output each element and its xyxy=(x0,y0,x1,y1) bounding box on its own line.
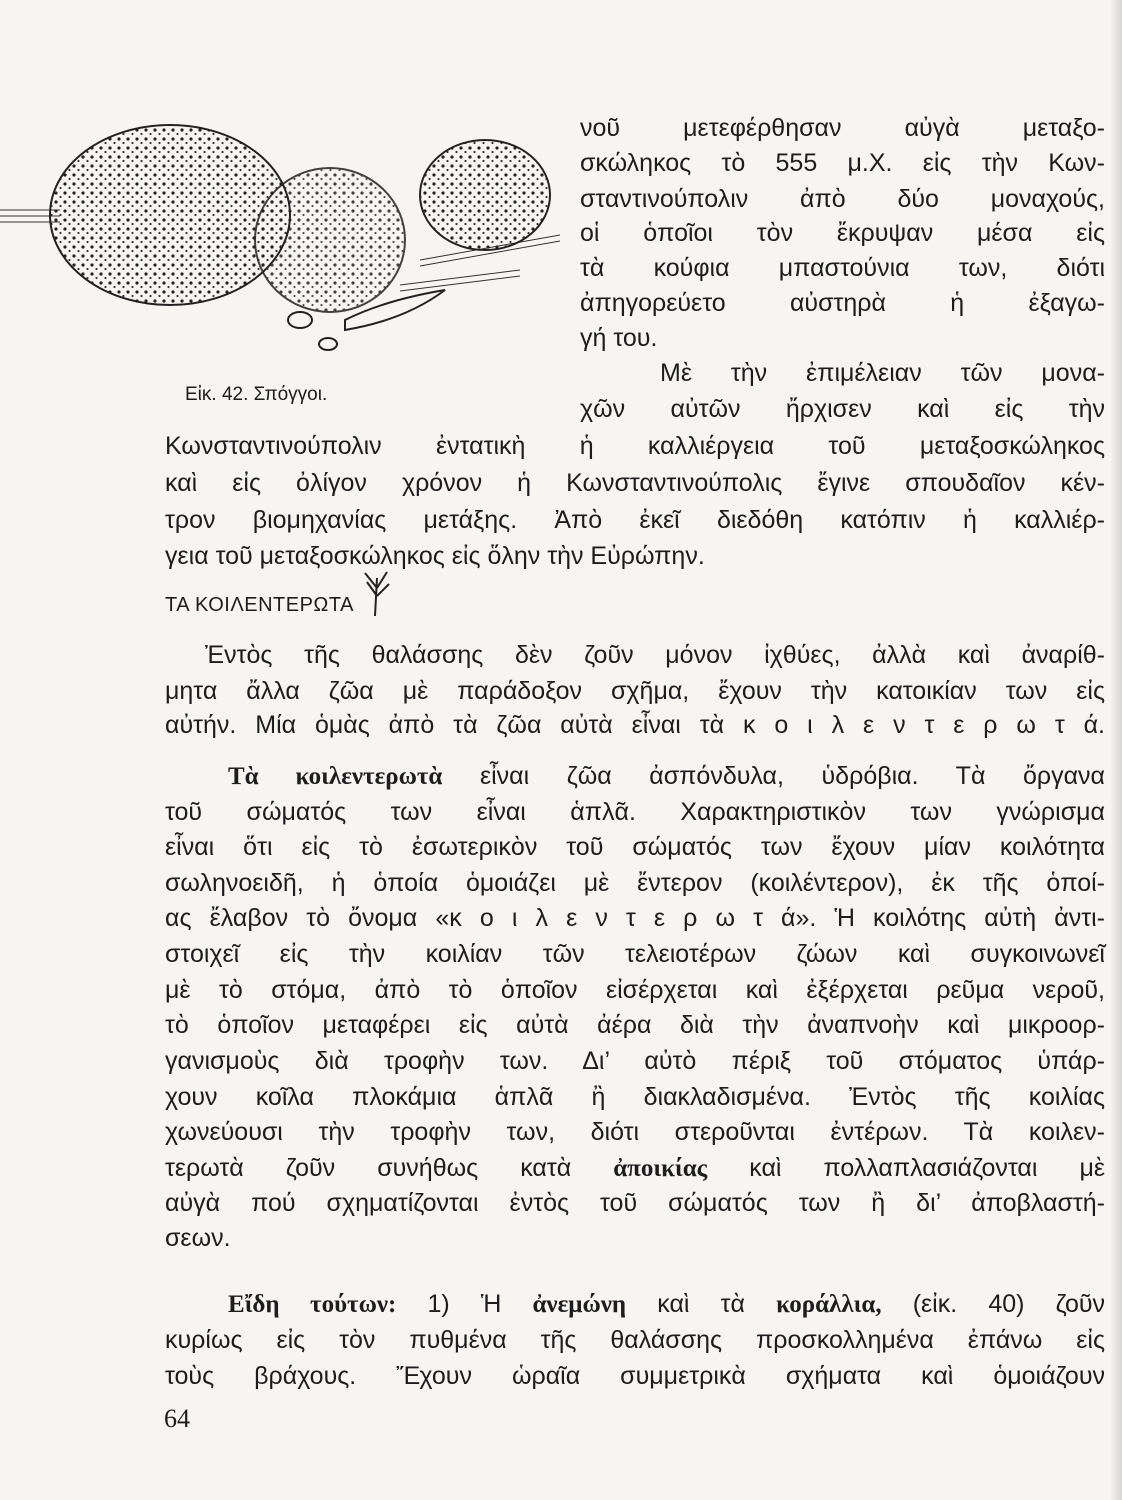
text-line xyxy=(165,1117,1105,1147)
text-line xyxy=(228,761,1105,792)
text-line xyxy=(228,1289,1105,1320)
text-segment: σεων. xyxy=(165,1224,231,1252)
sponges-illustration-icon xyxy=(0,110,600,370)
bold-term: ἀνεμώνη xyxy=(532,1291,627,1318)
text-line xyxy=(165,939,1105,969)
text-segment: (εἰκ. 40) ζοῦν xyxy=(881,1290,1106,1318)
text-segment: νοῦ μετεφέρθησαν αὐγὰ μεταξο- xyxy=(580,114,1105,142)
text-line xyxy=(580,218,1105,248)
text-line xyxy=(165,903,1105,933)
text-segment: γανισμοὺς διὰ τροφὴν των. Δι’ αὐτὸ πέριξ τοῦ στόματος ὑπάρ- xyxy=(165,1047,1105,1075)
text-line xyxy=(165,505,1105,535)
text-line xyxy=(580,148,1105,178)
text-segment: χωνεύουσι τὴν τροφὴν των, διότι στεροῦνται ἐντέρων. Τὰ κοιλεν- xyxy=(165,1118,1105,1146)
text-segment: μὲ τὸ στόμα, ἀπὸ τὸ ὁποῖον εἰσέρχεται καὶ ἐξέρχεται ρεῦμα νεροῦ, xyxy=(165,976,1105,1004)
text-segment: 1) Ἡ xyxy=(396,1290,533,1318)
text-segment: Μὲ τὴν ἐπιμέλειαν τῶν μονα- xyxy=(660,359,1105,387)
text-line xyxy=(165,710,1105,740)
text-segment: καὶ τὰ xyxy=(626,1290,777,1318)
text-line xyxy=(580,184,1105,214)
text-segment: στοιχεῖ εἰς τὴν κοιλίαν τῶν τελειοτέρων ζώων καὶ συγκοινωνεῖ xyxy=(165,940,1105,968)
text-segment: σκώληκος τὸ 555 μ.Χ. εἰς τὴν Κων- xyxy=(580,149,1105,177)
page-number: 64 xyxy=(164,1404,190,1433)
text-line xyxy=(580,288,1105,318)
text-segment: ας ἔλαβον τὸ ὄνομα «κ ο ι λ ε ν τ ε ρ ω τ ά». Ἡ κοιλότης αὐτὴ ἀντι- xyxy=(165,904,1105,932)
page-edge xyxy=(1110,0,1122,1500)
coral-sketch-icon xyxy=(355,568,395,618)
text-segment: οἱ ὁποῖοι τὸν ἔκρυψαν μέσα εἰς xyxy=(580,219,1105,247)
text-line xyxy=(580,323,657,353)
text-segment: καὶ πολλαπλασιάζονται μὲ xyxy=(707,1154,1105,1182)
text-line xyxy=(165,1046,1105,1076)
text-segment: τοὺς βράχους. Ἔχουν ὡραῖα συμμετρικὰ σχήματα καὶ ὁμοιάζουν xyxy=(165,1362,1105,1390)
text-segment: τερωτὰ ζοῦν συνήθως κατὰ xyxy=(165,1154,614,1182)
text-line xyxy=(165,975,1105,1005)
text-segment: εἶναι ὅτι εἰς τὸ ἐσωτερικὸν τοῦ σώματός των ἔχουν μίαν κοιλότητα xyxy=(165,833,1105,861)
text-line xyxy=(165,541,705,571)
text-line xyxy=(165,1010,1105,1040)
text-segment: τὰ κούφια μπαστούνια των, διότι xyxy=(580,254,1105,282)
text-line xyxy=(165,797,1105,827)
text-segment: τὸ ὁποῖον μεταφέρει εἰς αὐτὰ ἀέρα διὰ τὴν ἀναπνοὴν καὶ μικροορ- xyxy=(165,1011,1105,1039)
text-line xyxy=(165,1223,231,1253)
bold-term: ἀποικίας xyxy=(613,1155,708,1182)
text-segment: μητα ἄλλα ζῶα μὲ παράδοξον σχῆμα, ἔχουν τὴν κατοικίαν των εἰς xyxy=(165,677,1105,705)
text-segment: χουν κοῖλα πλοκάμια ἁπλᾶ ἢ διακλαδισμένα. Ἐντὸς τῆς κοιλίας xyxy=(165,1083,1105,1111)
section-heading: ΤΑ ΚΟΙΛΕΝΤΕΡΩΤΑ xyxy=(165,594,354,616)
text-line xyxy=(165,468,1105,498)
text-line xyxy=(165,431,1105,461)
text-segment: γεια τοῦ μεταξοσκώληκος εἰς ὅλην τὴν Εὐρώπην. xyxy=(165,542,705,570)
bold-term: κοράλλια, xyxy=(776,1291,882,1318)
text-line xyxy=(660,358,1105,388)
text-segment: σωληνοειδῆ, ἡ ὁποία ὁμοιάζει μὲ ἔντερον (κοιλέντερον), ἐκ τῆς ὁποί- xyxy=(165,869,1105,897)
text-line xyxy=(165,1153,1105,1184)
text-segment: Κωνσταντινούπολιν ἐντατικὴ ἡ καλλιέργεια τοῦ μεταξοσκώληκος xyxy=(165,432,1105,460)
text-line xyxy=(165,1325,1105,1355)
text-segment: κυρίως εἰς τὸν πυθμένα τῆς θαλάσσης προσκολλημένα ἐπάνω εἰς xyxy=(165,1326,1105,1354)
text-line xyxy=(165,1188,1105,1218)
text-line xyxy=(165,868,1105,898)
text-segment: Ἐντὸς τῆς θαλάσσης δὲν ζοῦν μόνον ἰχθύες, ἀλλὰ καὶ ἀναρίθ- xyxy=(205,641,1105,669)
text-line xyxy=(165,1082,1105,1112)
text-segment: εἶναι ζῶα ἀσπόνδυλα, ὑδρόβια. Τὰ ὄργανα xyxy=(442,762,1105,790)
text-segment: αὐτήν. Μία ὁμὰς ἀπὸ τὰ ζῶα αὐτὰ εἶναι τὰ κ ο ι λ ε ν τ ε ρ ω τ ά. xyxy=(165,711,1105,739)
text-segment: τρον βιομηχανίας μετάξης. Ἀπὸ ἐκεῖ διεδόθη κατόπιν ἡ καλλιέρ- xyxy=(165,506,1105,534)
text-segment: γή του. xyxy=(580,324,658,352)
bold-term: Τὰ κοιλεντερωτὰ xyxy=(228,763,443,790)
text-line xyxy=(205,640,1105,670)
text-line xyxy=(165,676,1105,706)
text-line xyxy=(580,394,1105,424)
text-segment: καὶ εἰς ὀλίγον χρόνον ἡ Κωνσταντινούπολις ἔγινε σπουδαῖον κέν- xyxy=(165,469,1105,497)
figure-caption: Εἰκ. 42. Σπόγγοι. xyxy=(185,384,328,405)
text-line xyxy=(580,113,1105,143)
text-line xyxy=(165,1361,1105,1391)
text-segment: σταντινούπολιν ἀπὸ δύο μοναχούς, xyxy=(580,185,1105,213)
text-segment: χῶν αὐτῶν ἤρχισεν καὶ εἰς τὴν xyxy=(580,395,1105,423)
text-line xyxy=(580,253,1105,283)
text-segment: αὐγὰ πού σχηματίζονται ἐντὸς τοῦ σώματός των ἢ δι’ ἀποβλαστή- xyxy=(165,1189,1105,1217)
text-segment: τοῦ σώματός των εἶναι ἁπλᾶ. Χαρακτηριστικὸν των γνώρισμα xyxy=(165,798,1105,826)
bold-term: Εἴδη τούτων: xyxy=(228,1291,397,1318)
text-segment: ἀπηγορεύετο αὐστηρὰ ἡ ἐξαγω- xyxy=(580,289,1105,317)
text-line xyxy=(165,832,1105,862)
